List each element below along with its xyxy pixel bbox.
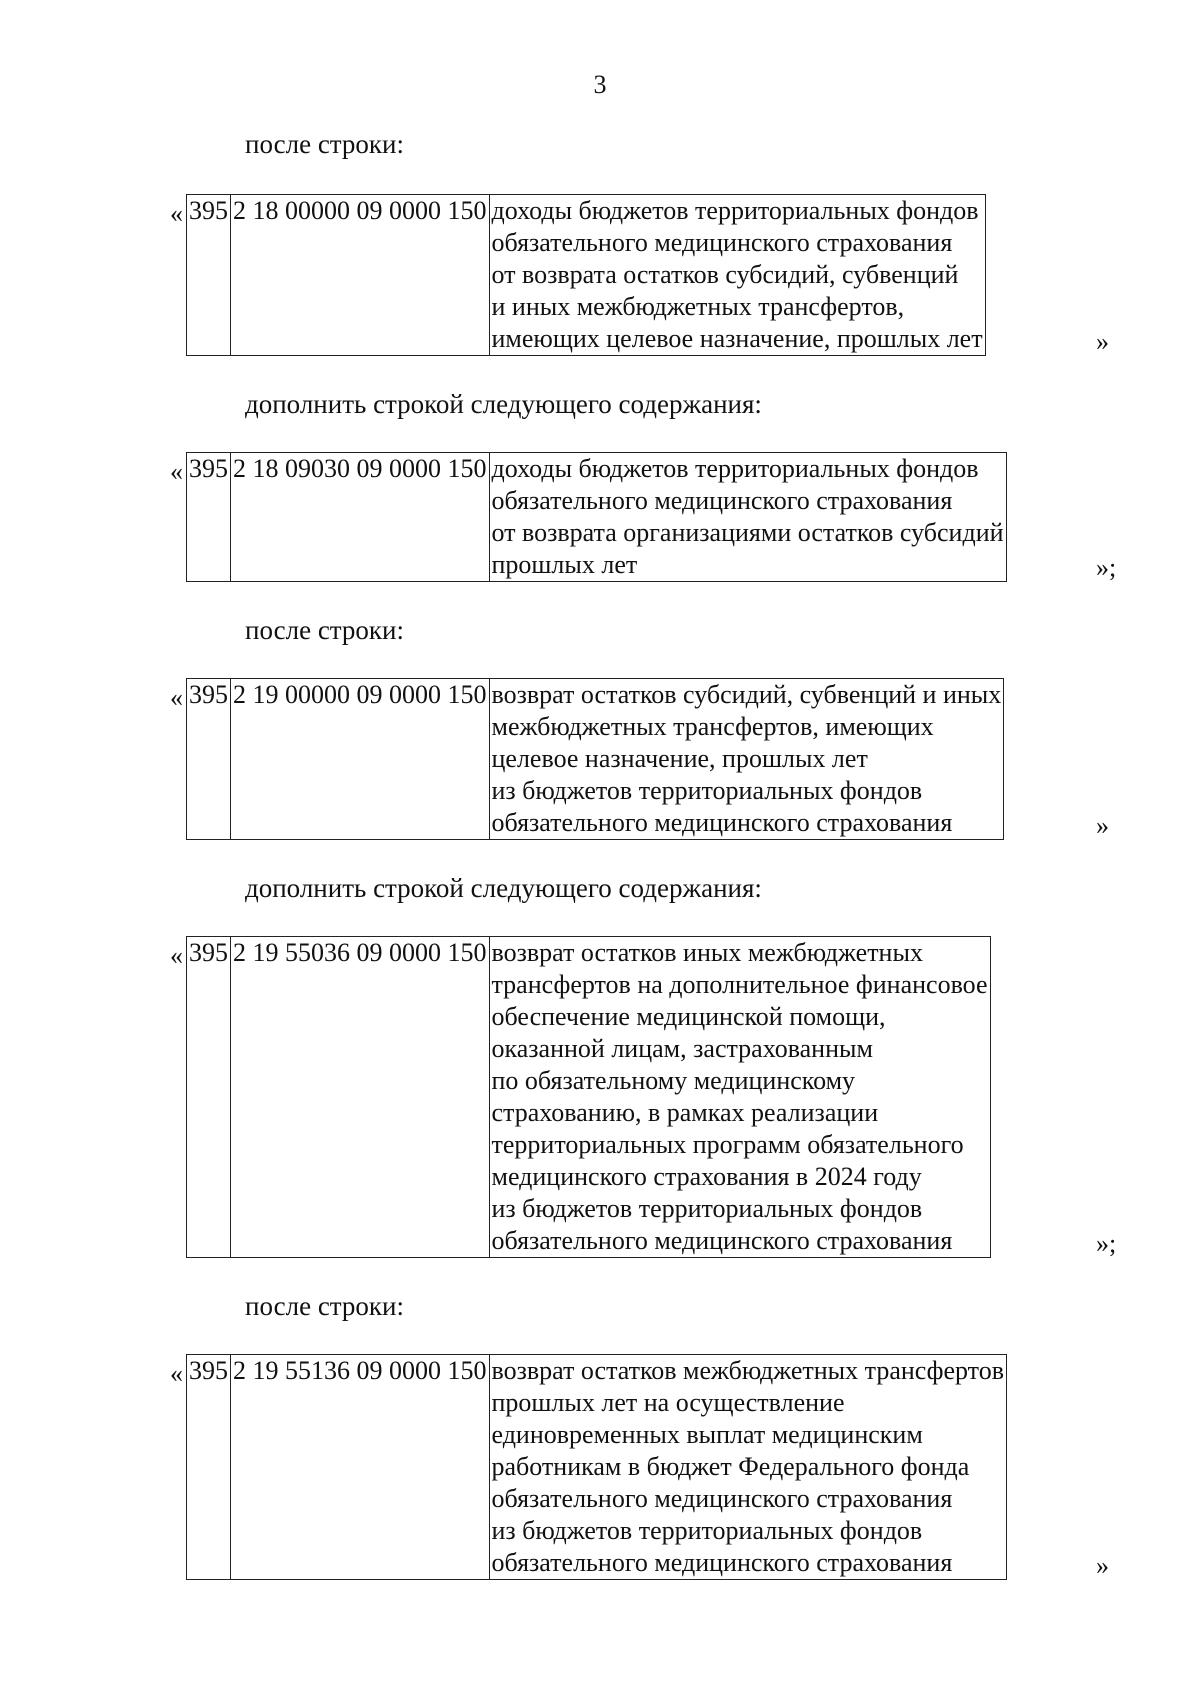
row-name-line: из бюджетов территориальных фондов	[491, 1516, 923, 1545]
row-code: 395	[187, 453, 231, 582]
row-name-line: возврат остатков иных межбюджетных	[491, 938, 923, 967]
closing-quote-semicolon: »;	[1096, 553, 1117, 582]
instruction-after-row-3: после строки:	[245, 1291, 404, 1321]
row-name-line: возврат остатков субсидий, субвенций и иных	[491, 680, 1002, 709]
row-name	[489, 195, 985, 356]
row-name-line: медицинского страхования в 2024 году	[491, 1162, 922, 1191]
row-name	[489, 679, 1004, 840]
row-name-line: обеспечение медицинской помощи,	[491, 1002, 886, 1031]
row-name-line: межбюджетных трансфертов, имеющих	[491, 712, 934, 741]
row-code: 395	[187, 679, 231, 840]
row-code: 395	[187, 195, 231, 356]
budget-table-row-1	[186, 194, 986, 356]
opening-quote: «	[170, 941, 183, 970]
row-name-line: обязательного медицинского страхования	[491, 486, 953, 515]
row-name	[489, 1355, 1006, 1580]
instruction-add-row-2: дополнить строкой следующего содержания:	[245, 873, 762, 903]
row-name-line: обязательного медицинского страхования	[491, 1226, 953, 1255]
row-kbk: 2 19 55136 09 0000 150	[231, 1355, 490, 1580]
row-name-line: из бюджетов территориальных фондов	[491, 1194, 923, 1223]
budget-table-row-3	[186, 678, 1004, 840]
row-kbk: 2 18 09030 09 0000 150	[231, 453, 490, 582]
row-name-line: единовременных выплат медицинским	[491, 1420, 923, 1449]
row-name-line: обязательного медицинского страхования	[491, 1484, 953, 1513]
closing-quote-semicolon: »;	[1096, 1229, 1117, 1258]
row-name	[489, 453, 1006, 582]
instruction-add-row-1: дополнить строкой следующего содержания:	[245, 389, 762, 419]
instruction-after-row-2: после строки:	[245, 615, 404, 645]
row-name-line: от возврата остатков субсидий, субвенций	[491, 260, 959, 289]
row-name-line: обязательного медицинского страхования	[491, 228, 953, 257]
row-name-line: доходы бюджетов территориальных фондов	[491, 196, 979, 225]
row-code: 395	[187, 937, 231, 1258]
closing-quote: »	[1096, 811, 1109, 840]
row-name-line: возврат остатков межбюджетных трансфертов	[491, 1356, 1004, 1385]
row-name-line: работникам в бюджет Федерального фонда	[491, 1452, 970, 1481]
budget-table-row-5	[186, 1354, 1007, 1580]
row-name-line: прошлых лет на осуществление	[491, 1388, 845, 1417]
row-name-line: обязательного медицинского страхования	[491, 808, 953, 837]
opening-quote: «	[170, 457, 183, 486]
closing-quote: »	[1096, 327, 1109, 356]
row-name-line: территориальных программ обязательного	[491, 1130, 964, 1159]
budget-table-row-4	[186, 936, 991, 1258]
row-name-line: имеющих целевое назначение, прошлых лет	[491, 324, 983, 353]
row-name-line: страхованию, в рамках реализации	[491, 1098, 879, 1127]
row-code: 395	[187, 1355, 231, 1580]
budget-table-row-2	[186, 452, 1007, 582]
row-kbk: 2 18 00000 09 0000 150	[231, 195, 490, 356]
row-name-line: от возврата организациями остатков субсидий	[491, 518, 1004, 547]
row-name-line: из бюджетов территориальных фондов	[491, 776, 923, 805]
row-name-line: по обязательному медицинскому	[491, 1066, 856, 1095]
row-name-line: обязательного медицинского страхования	[491, 1548, 953, 1577]
instruction-after-row-1: после строки:	[245, 129, 404, 159]
page-number: 3	[593, 70, 607, 99]
row-kbk: 2 19 00000 09 0000 150	[231, 679, 490, 840]
row-name-line: трансфертов на дополнительное финансовое	[491, 970, 988, 999]
row-name-line: и иных межбюджетных трансфертов,	[491, 292, 905, 321]
closing-quote: »	[1096, 1551, 1109, 1580]
row-name	[489, 937, 990, 1258]
row-name-line: целевое назначение, прошлых лет	[491, 744, 868, 773]
row-kbk: 2 19 55036 09 0000 150	[231, 937, 490, 1258]
opening-quote: «	[170, 683, 183, 712]
row-name-line: доходы бюджетов территориальных фондов	[491, 454, 979, 483]
opening-quote: «	[170, 1359, 183, 1388]
row-name-line: оказанной лицам, застрахованным	[491, 1034, 873, 1063]
row-name-line: прошлых лет	[491, 550, 638, 579]
opening-quote: «	[170, 199, 183, 228]
